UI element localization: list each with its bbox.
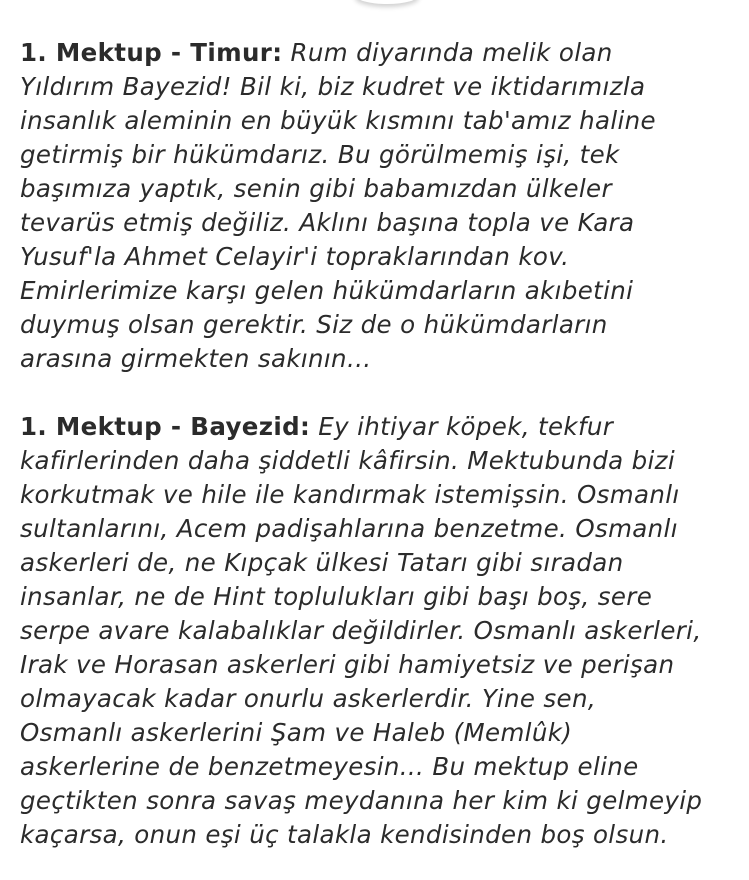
- letter-bayezid-paragraph: [20, 410, 738, 852]
- paragraph-line: insanlar, ne de Hint toplulukları gibi başı boş, sere: [20, 582, 653, 611]
- top-scroll-indicator: [355, 0, 419, 4]
- letter-timur-paragraph: [20, 36, 738, 376]
- paragraph-line: Osmanlı askerlerini Şam ve Haleb (Memlûk): [20, 718, 573, 747]
- paragraph-line: Yıldırım Bayezid! Bil ki, biz kudret ve iktidarımızla: [20, 72, 646, 101]
- paragraph-line: getirmiş bir hükümdarız. Bu görülmemiş işi, tek: [20, 140, 620, 169]
- paragraph-line: Yusuf'la Ahmet Celayir'i topraklarından kov.: [20, 242, 570, 271]
- letter-heading: 1. Mektup - Bayezid:: [20, 412, 311, 441]
- paragraph-line: insanlık aleminin en büyük kısmını tab'amız haline: [20, 106, 656, 135]
- paragraph-line: kaçarsa, onun eşi üç talakla kendisinden boş olsun.: [20, 820, 669, 849]
- paragraph-line: 1. Mektup - Timur: Rum diyarında melik olan: [20, 38, 613, 67]
- paragraph-line: serpe avare kalabalıklar değildirler. Osmanlı askerleri,: [20, 616, 702, 645]
- paragraph-line: askerleri de, ne Kıpçak ülkesi Tatarı gibi sıradan: [20, 548, 624, 577]
- paragraph-line: sultanlarını, Acem padişahlarına benzetme. Osmanlı: [20, 514, 678, 543]
- letter-heading: 1. Mektup - Timur:: [20, 38, 283, 67]
- paragraph-line: tevarüs etmiş değiliz. Aklını başına topla ve Kara: [20, 208, 635, 237]
- paragraph-line: askerlerine de benzetmeyesin... Bu mektup eline: [20, 752, 639, 781]
- paragraph-line: kafirlerinden daha şiddetli kâfirsin. Mektubunda bizi: [20, 446, 676, 475]
- paragraph-line: 1. Mektup - Bayezid: Ey ihtiyar köpek, tekfur: [20, 412, 614, 441]
- paragraph-line: başımıza yaptık, senin gibi babamızdan ülkeler: [20, 174, 612, 203]
- paragraph-line: Irak ve Horasan askerleri gibi hamiyetsiz ve perişan: [20, 650, 675, 679]
- paragraph-line: Emirlerimize karşı gelen hükümdarların akıbetini: [20, 276, 634, 305]
- paragraph-line: olmayacak kadar onurlu askerlerdir. Yine sen,: [20, 684, 596, 713]
- paragraph-line: korkutmak ve hile ile kandırmak istemişsin. Osmanlı: [20, 480, 680, 509]
- paragraph-line: arasına girmekten sakının...: [20, 344, 372, 373]
- paragraph-line: geçtikten sonra savaş meydanına her kim ki gelmeyip: [20, 786, 703, 815]
- paragraph-line: duymuş olsan gerektir. Siz de o hükümdarların: [20, 310, 608, 339]
